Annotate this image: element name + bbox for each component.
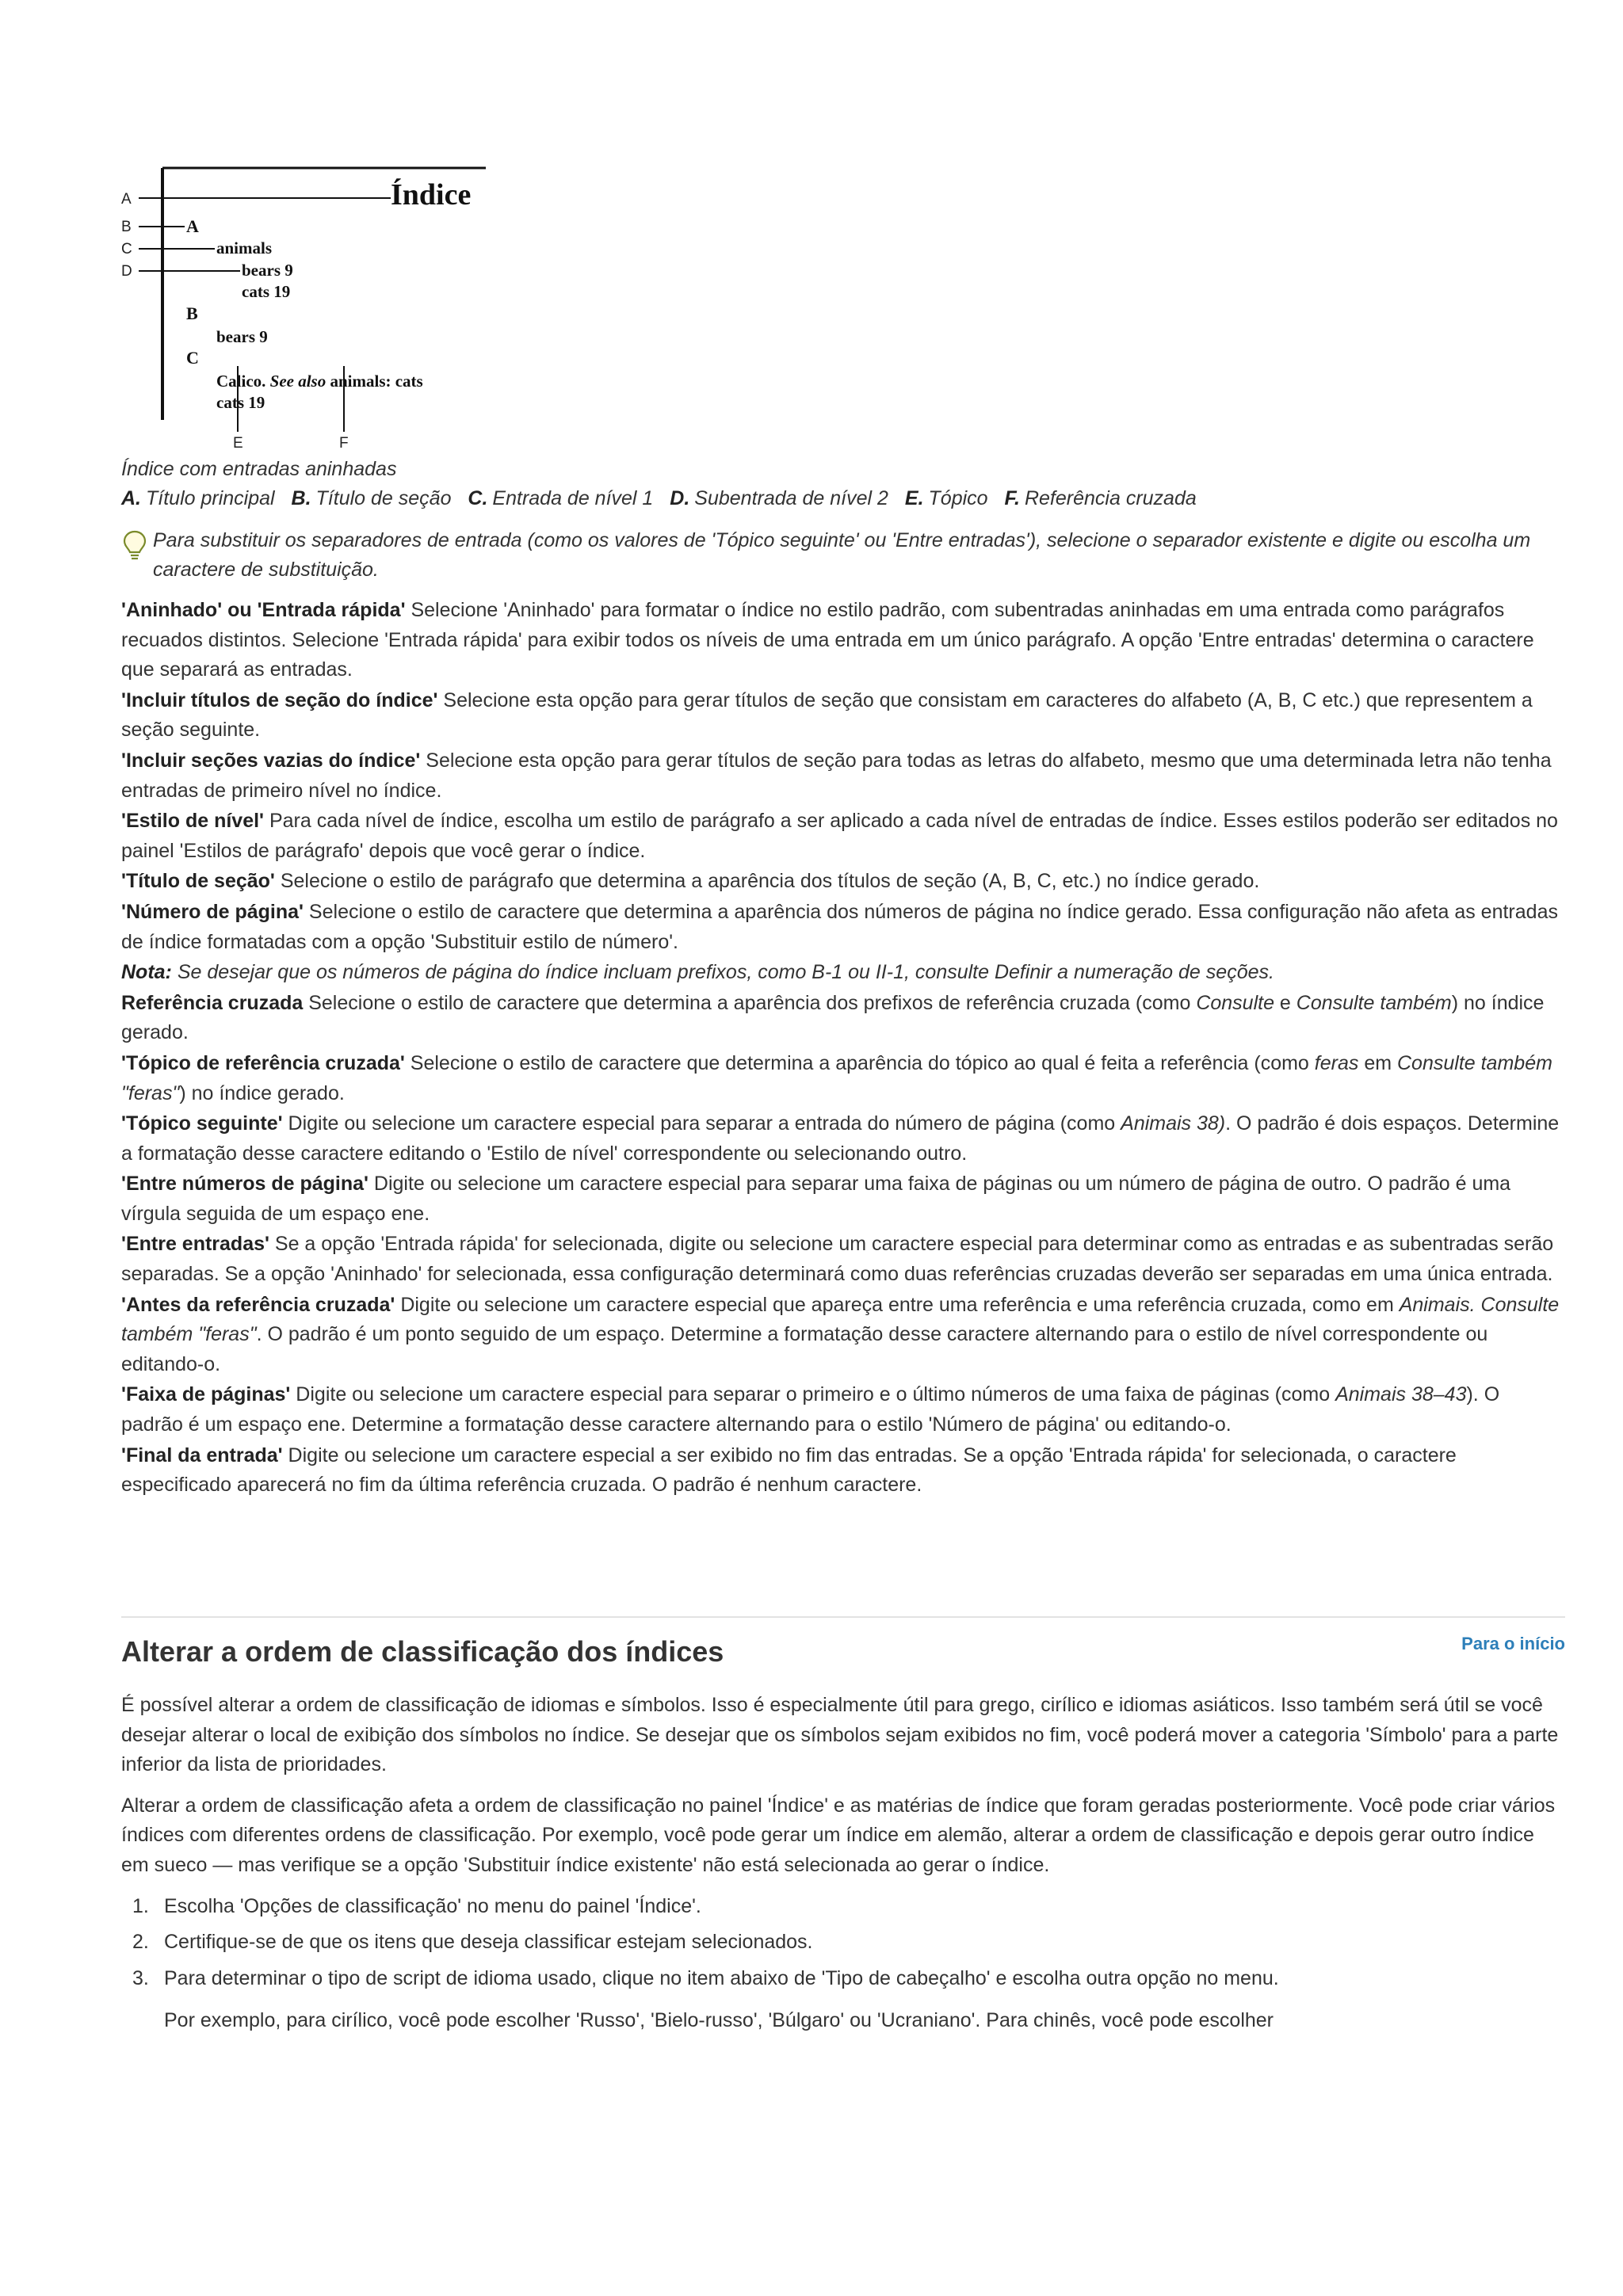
- definition-topico-seguinte: 'Tópico seguinte' Digite ou selecione um caractere especial para separar a entrada do número de página (como Animais 38). O padrão é dois espaços. Determine a formatação desse caractere editando o 'Estilo de nível' correspondente ou selecionando outro.: [121, 1112, 1560, 1165]
- list-item: 2. Certifique-se de que os itens que deseja classificar estejam selecionados.: [132, 1931, 813, 1954]
- steps-list: [121, 1892, 1565, 2036]
- figure-c-calico: Calico. See also animals: cats: [216, 372, 423, 391]
- paragraph: É possível alterar a ordem de classificação de idiomas e símbolos. Isso é especialmente útil para grego, cirílico e idiomas asiáticos. Isso também será útil se você desejar alterar o local de exibição dos símbolos no índice. Se desejar que os símbolos sejam exibidos no fim, você poderá mover a categoria 'Símbolo' para a parte inferior da lista de prioridades.: [121, 1694, 1559, 1776]
- figure-section-b: B: [186, 303, 198, 323]
- definition-antes-referencia: 'Antes da referência cruzada' Digite ou selecione um caractere especial que apareça entre uma referência e uma referência cruzada, como em Animais. Consulte também "feras". O padrão é um ponto seguido de um espaço. Determine a formatação desse caractere alternando para o estilo de nível correspondente ou editando-o.: [121, 1293, 1560, 1375]
- figure-section-c: C: [186, 348, 199, 368]
- figure-caption: [121, 455, 1565, 513]
- definition-entre-numeros: 'Entre números de página' Digite ou selecione um caractere especial para separar uma faixa de páginas ou um número de página de outro. O padrão é uma vírgula seguida de um espaço ene.: [121, 1173, 1511, 1225]
- tip-box: [121, 526, 1548, 585]
- definition-entre-entradas: 'Entre entradas' Se a opção 'Entrada rápida' for selecionada, digite ou selecione um caractere especial para determinar como as entradas e as subentradas serão separadas. Se a opção 'Aninhado' for selecionada, essa configuração determinará como duas referências cruzadas deverão ser separadas em uma única entrada.: [121, 1233, 1554, 1286]
- definition-titulo-secao: 'Título de seção' Selecione o estilo de parágrafo que determina a aparência dos títulos de seção (A, B, C, etc.) no índice gerado.: [121, 870, 1260, 893]
- callout-letter-c: C: [121, 241, 132, 257]
- nested-index-illustration: [121, 158, 502, 460]
- figure-b-bears: bears 9: [216, 327, 268, 346]
- lightbulb-icon: [121, 529, 148, 561]
- definition-referencia-cruzada: Referência cruzada Selecione o estilo de caractere que determina a aparência dos prefixos de referência cruzada (como Consulte e Consulte também) no índice gerado.: [121, 991, 1545, 1044]
- tip-text: Para substituir os separadores de entrada (como os valores de 'Tópico seguinte' ou 'Entre entradas'), selecione o separador existente e digite ou escolha um caractere de substituição.: [153, 529, 1531, 581]
- sort-order-section: [121, 1691, 1565, 2042]
- definition-topico-referencia: 'Tópico de referência cruzada' Selecione o estilo de caractere que determina a aparência do tópico ao qual é feita a referência (como feras em Consulte também "feras") no índice gerado.: [121, 1051, 1552, 1104]
- definition-faixa-paginas: 'Faixa de páginas' Digite ou selecione um caractere especial para separar o primeiro e o último números de uma faixa de páginas (como Animais 38–43). O padrão é um espaço ene. Determine a formatação desse caractere alternando para o estilo 'Número de página' ou editando-o.: [121, 1383, 1500, 1436]
- definition-numero-pagina: 'Número de página' Selecione o estilo de caractere que determina a aparência dos números de página no índice gerado. Essa configuração não afeta as entradas de índice formatadas com a opção 'Substituir estilo de número'.: [121, 900, 1558, 953]
- legend-item: E. Tópico: [904, 487, 988, 509]
- legend-item: A. Título principal: [121, 487, 275, 509]
- callout-letter-b: B: [121, 219, 132, 235]
- caption-title: Índice com entradas aninhadas: [121, 458, 397, 480]
- definition-final-entrada: 'Final da entrada' Digite ou selecione um caractere especial a ser exibido no fim das entradas. Se a opção 'Entrada rápida' for selecionada, o caractere especificado aparecerá no fim da última referência cruzada. O padrão é nenhum caractere.: [121, 1444, 1457, 1497]
- callout-letter-a: A: [121, 191, 132, 208]
- figure-entry-animals: animals: [216, 238, 273, 257]
- callout-letter-f: F: [339, 435, 349, 452]
- section-divider: [121, 1616, 1565, 1618]
- definition-aninhado: 'Aninhado' ou 'Entrada rápida' Selecione 'Aninhado' para formatar o índice no estilo padrão, com subentradas aninhadas em uma entrada como parágrafos recuados distintos. Selecione 'Entrada rápida' para exibir todos os níveis de uma entrada em um único parágrafo. A opção 'Entre entradas' determina o caractere que separará as entradas.: [121, 599, 1534, 681]
- legend-item: C. Entrada de nível 1: [468, 487, 654, 509]
- definition-estilo-nivel: 'Estilo de nível' Para cada nível de índice, escolha um estilo de parágrafo a ser aplicado a cada nível de entradas de índice. Esses estilos poderão ser editados no painel 'Estilos de parágrafo' depois que você gerar o índice.: [121, 810, 1558, 862]
- back-to-top-link[interactable]: Para o início: [1461, 1634, 1565, 1653]
- figure-sub-cats: cats 19: [242, 282, 291, 301]
- definition-titulos-secao: 'Incluir títulos de seção do índice' Selecione esta opção para gerar títulos de seção que consistam em caracteres do alfabeto (A, B, C etc.) que representem a seção seguinte.: [121, 688, 1533, 742]
- paragraph: Alterar a ordem de classificação afeta a ordem de classificação no painel 'Índice' e as matérias de índice que foram geradas posteriormente. Você pode criar vários índices com diferentes ordens de classificação. Por exemplo, você pode gerar um índice em alemão, alterar a ordem de classificação e depois gerar outro índice em sueco — mas verifique se a opção 'Substituir índice existente' não está selecionada ao gerar o índice.: [121, 1794, 1556, 1876]
- callout-letter-d: D: [121, 263, 132, 280]
- legend-item: B. Título de seção: [291, 487, 452, 509]
- callout-letter-e: E: [233, 435, 243, 452]
- nested-index-figure: [121, 158, 502, 460]
- list-item: 3. Para determinar o tipo de script de idioma usado, clique no item abaixo de 'Tipo de cabeçalho' e escolha outra opção no menu. Por exemplo, para cirílico, você pode escolher 'Russo', 'Bielo-russo', 'Búlgaro' ou 'Ucraniano'. Para chinês, você pode escolher: [121, 1964, 1565, 2036]
- step-3-example: Por exemplo, para cirílico, você pode escolher 'Russo', 'Bielo-russo', 'Búlgaro' ou 'Ucraniano'. Para chinês, você pode escolher: [164, 2009, 1274, 2032]
- list-item: 1. Escolha 'Opções de classificação' no menu do painel 'Índice'.: [132, 1894, 701, 1917]
- caption-legend: [121, 484, 1565, 513]
- legend-item: F. Referência cruzada: [1004, 487, 1197, 509]
- legend-item: D. Subentrada de nível 2: [670, 487, 888, 509]
- figure-section-a: A: [186, 216, 199, 236]
- figure-sub-bears: bears 9: [242, 261, 293, 280]
- note: Nota: Se desejar que os números de página do índice incluam prefixos, como B-1 ou II-1, consulte Definir a numeração de seções.: [121, 961, 1274, 984]
- figure-c-cats: cats 19: [216, 393, 265, 412]
- figure-index-title: Índice: [391, 178, 472, 212]
- option-definitions: [121, 596, 1565, 1501]
- section-heading: Alterar a ordem de classificação dos índices: [121, 1635, 724, 1668]
- definition-secoes-vazias: 'Incluir seções vazias do índice' Selecione esta opção para gerar títulos de seção para todas as letras do alfabeto, mesmo que uma determinada letra não tenha entradas de primeiro nível no índice.: [121, 749, 1552, 802]
